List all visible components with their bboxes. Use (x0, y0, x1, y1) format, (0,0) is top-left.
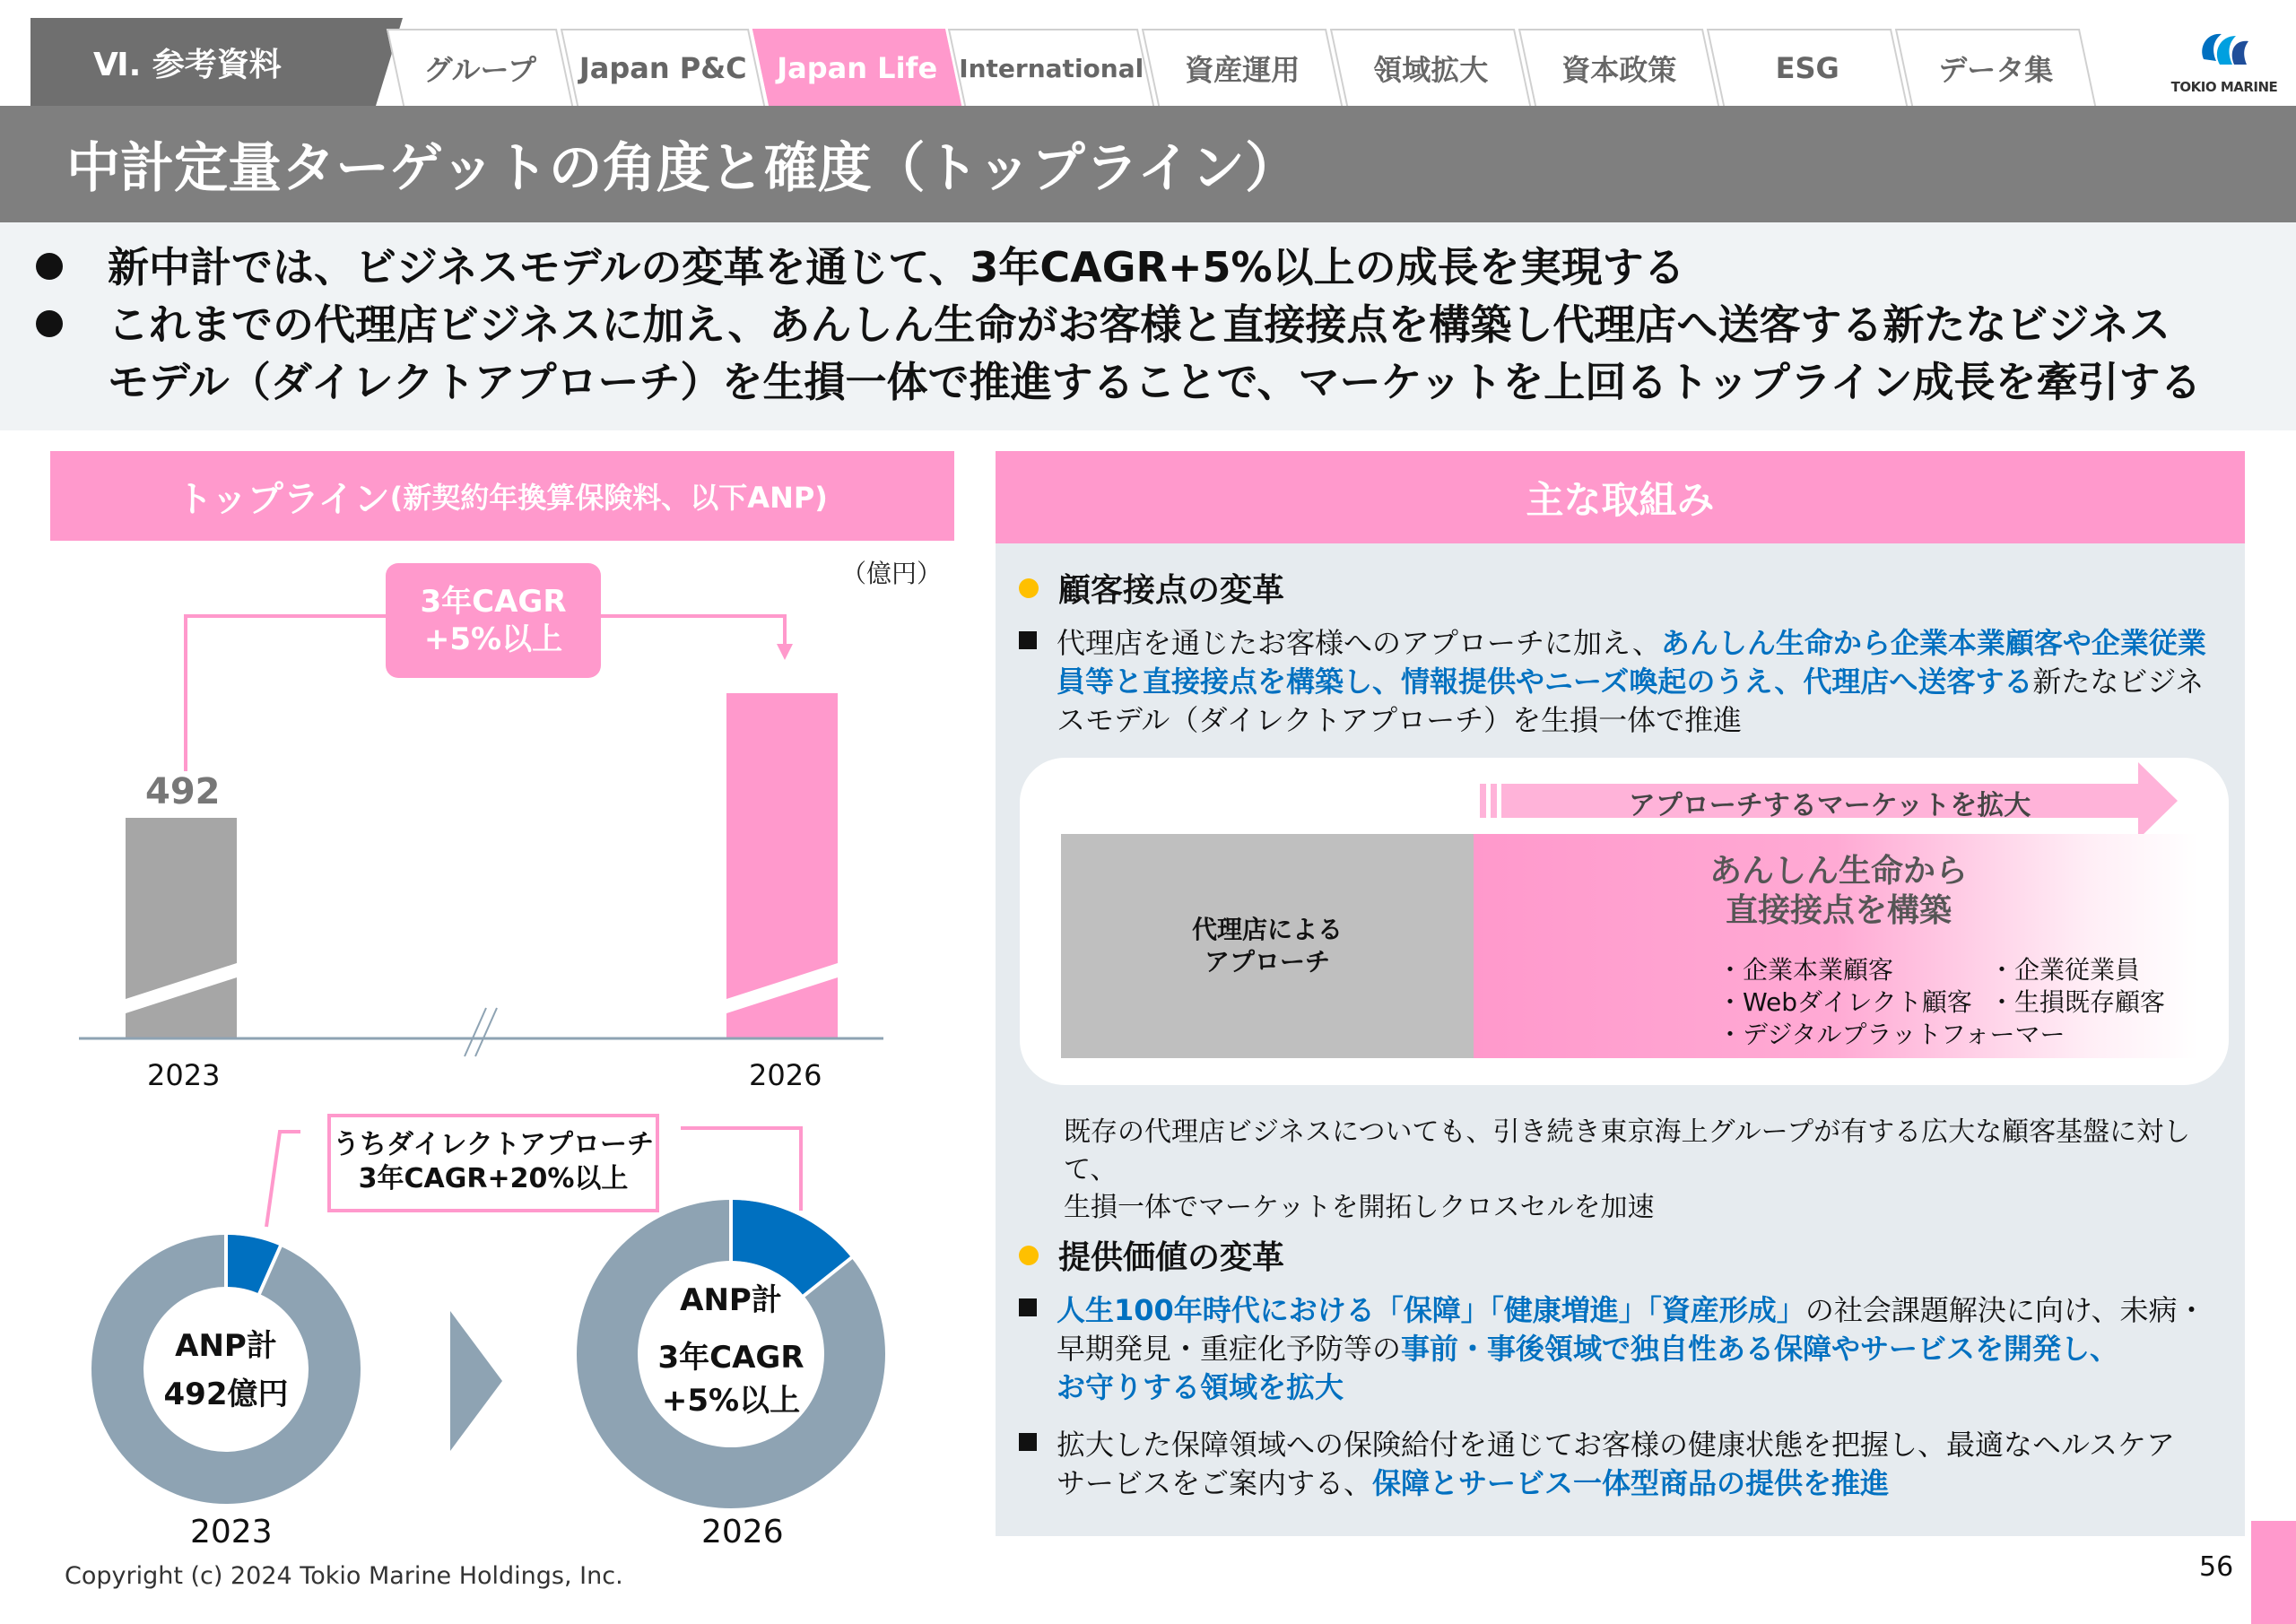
cagr-line-1: 3年CAGR (420, 584, 567, 620)
text: 既存の代理店ビジネスについても、引き続き東京海上グループが有する広大な顧客基盤に対して、 (1064, 1116, 2191, 1185)
tab-label: ESG (1775, 51, 1839, 85)
agency-approach-block (1061, 834, 1474, 1058)
section-value-provision (1019, 1232, 1284, 1278)
section-title: 顧客接点の変革 (1058, 572, 1285, 609)
cagr-callout (386, 563, 601, 678)
donut-2023-label-1: ANP計 (175, 1328, 277, 1364)
bar-year-2023: 2023 (147, 1058, 221, 1092)
section-label-text: Ⅵ. 参考資料 (93, 46, 282, 83)
initiatives-header-text: 主な取組み (1526, 477, 1715, 522)
donut-connector-left (266, 1132, 300, 1227)
initiatives-header (996, 451, 2245, 543)
direct-title-2: 直接接点を構築 (1725, 892, 1952, 929)
page-number: 56 (2199, 1551, 2234, 1583)
tab-label: 資産運用 (1185, 53, 1300, 87)
text: 新たなビジネ (2032, 664, 2205, 699)
donut-year-2026: 2026 (701, 1514, 784, 1550)
tab-label: Japan P&C (578, 51, 747, 85)
donut-2023-label-2: 492億円 (163, 1376, 289, 1412)
target-item: ・企業本業顧客 (1718, 955, 1894, 985)
donut-connector-right (681, 1128, 801, 1211)
direct-callout-line-2: 3年CAGR+20%以上 (358, 1163, 629, 1194)
donut-2026-label (641, 1279, 821, 1422)
topline-header-main: トップライン (177, 478, 390, 520)
text: スモデル（ダイレクトアプローチ）を生損一体で推進 (1057, 703, 1743, 737)
page-title-text: 中計定量ターゲットの角度と確度（トップライン） (66, 137, 1299, 200)
text: 代理店を通じたお客様へのアプローチに加え、 (1057, 626, 1661, 660)
bar-value-2023: 492 (145, 771, 221, 812)
direct-title-1: あんしん生命から (1709, 853, 1968, 890)
axis-break-mark-1 (465, 1008, 486, 1056)
tab-data[interactable] (1895, 29, 2096, 106)
lead-text-continued: モデル（ダイレクトアプローチ）を生損一体で推進することで、マーケットを上回るトップライン成長を牽引する (108, 358, 2202, 406)
agency-line-1: 代理店による (1191, 915, 1343, 944)
section-title: 提供価値の変革 (1058, 1239, 1285, 1276)
donut-2023-direct (226, 1261, 270, 1270)
direct-contact-title (1668, 852, 2009, 931)
axis-break-mark-2 (475, 1008, 497, 1056)
arrow-head-icon (777, 644, 793, 660)
target-item: ・企業従業員 (1989, 955, 2141, 985)
text: 拡大した保障領域への保険給付を通じてお客様の健康状態を把握し、最適なヘルスケア (1057, 1428, 2176, 1462)
agency-line-2: アプローチ (1204, 947, 1330, 977)
target-item: ・Webダイレクト顧客 (1718, 987, 1972, 1017)
copyright: Copyright (c) 2024 Tokio Marine Holdings, Inc. (65, 1562, 623, 1590)
square-bullet-icon (1019, 631, 1037, 649)
text-emphasis: 人生100年時代における「保障」「健康増進」「資産形成」 (1057, 1293, 1805, 1327)
donut-year-2023: 2023 (190, 1514, 273, 1550)
bar-year-2026: 2026 (749, 1058, 822, 1092)
tab-area-expansion[interactable] (1330, 29, 1531, 106)
paragraph-value-provision-1 (1057, 1291, 2231, 1407)
tab-label: データ集 (1938, 53, 2054, 87)
cagr-line-2: +5%以上 (423, 621, 563, 657)
donut-2026-label-1: ANP計 (680, 1282, 782, 1318)
connector-left (186, 616, 386, 771)
text-emphasis: お守りする領域を拡大 (1057, 1370, 1344, 1404)
tab-label: グループ (423, 53, 536, 87)
direct-callout-line-1: うちダイレクトアプローチ (333, 1129, 654, 1160)
market-expand-label: アプローチするマーケットを拡大 (1628, 790, 2031, 821)
tab-label: 資本政策 (1561, 53, 1677, 87)
unit-label: （億円） (841, 559, 943, 588)
lead-text: 新中計では、ビジネスモデルの変革を通じて、3年CAGR+5%以上の成長を実現する (108, 243, 1685, 291)
tab-esg[interactable] (1707, 29, 1908, 106)
text-emphasis: 保障とサービス一体型商品の提供を推進 (1372, 1466, 1890, 1500)
paragraph-existing-agency (1064, 1114, 2221, 1227)
tab-label: 領域拡大 (1373, 53, 1489, 87)
tab-capital-policy[interactable] (1518, 29, 1719, 106)
text-emphasis: 員等と直接接点を構築し、情報提供やニーズ喚起のうえ、代理店へ送客する (1057, 664, 2033, 699)
text-emphasis: 事前・事後領域で独自性ある保障やサービスを開発し、 (1401, 1332, 2119, 1366)
text: 早期発見・重症化予防等の (1057, 1332, 1402, 1366)
target-item: ・デジタルプラットフォーマー (1718, 1020, 2066, 1049)
tokio-marine-logo (2170, 25, 2278, 102)
paragraph-value-provision-2 (1057, 1426, 2231, 1503)
text: 生損一体でマーケットを開拓しクロスセルを加速 (1064, 1192, 1655, 1223)
paragraph-customer-contact (1057, 624, 2231, 740)
corner-accent (2251, 1521, 2296, 1624)
text: サービスをご案内する、 (1057, 1466, 1373, 1500)
square-bullet-icon (1019, 1298, 1037, 1316)
direct-approach-callout (327, 1114, 659, 1212)
donut-2026-label-3: +5%以上 (661, 1383, 801, 1419)
tab-asset-management[interactable] (1142, 29, 1343, 106)
connector-right (601, 616, 785, 646)
donut-2023-label (136, 1322, 316, 1419)
yellow-dot-icon (1019, 578, 1039, 598)
donut-2026-label-2: 3年CAGR (657, 1340, 804, 1376)
section-customer-contact (1019, 565, 1284, 611)
logo-mark-icon (2196, 25, 2252, 72)
tab-label: Japan Life (777, 51, 938, 85)
text-emphasis: あんしん生命から企業本業顧客や企業従業 (1660, 626, 2206, 660)
tab-label: International (959, 53, 1144, 83)
text: の社会課題解決に向け、未病・ (1805, 1293, 2206, 1327)
lead-text: これまでの代理店ビジネスに加え、あんしん生命がお客様と直接接点を構築し代理店へ送客する新たなビジネス (108, 300, 2170, 349)
logo-text: TOKIO MARINE (2170, 79, 2278, 95)
square-bullet-icon (1019, 1433, 1037, 1451)
yellow-dot-icon (1019, 1246, 1039, 1265)
transition-arrow-icon (450, 1311, 502, 1451)
donut-2026-direct (731, 1230, 827, 1276)
topline-header-sub: (新契約年換算保険料、以下ANP) (389, 481, 828, 515)
target-item: ・生損既存顧客 (1989, 987, 2166, 1017)
